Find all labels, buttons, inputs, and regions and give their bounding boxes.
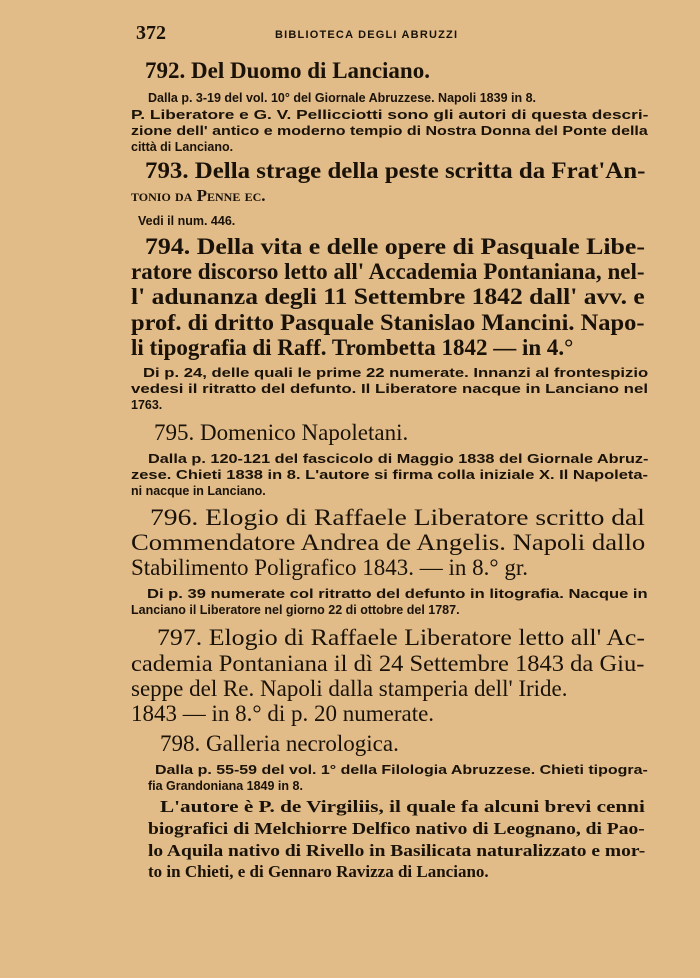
- entry-793-title-line: tonio da Penne ec.: [131, 186, 266, 205]
- entry-794-title-line: 794. Della vita e delle opere di Pasquale Libe-: [145, 234, 646, 259]
- running-title: BIBLIOTECA DEGLI ABRUZZI: [275, 29, 459, 41]
- entry-794-title-line: prof. di dritto Pasquale Stanislao Mancini. Napo-: [131, 310, 645, 335]
- entry-798-title-line: 798. Galleria necrologica.: [160, 731, 399, 756]
- entry-795-note-line: Dalla p. 120-121 del fascicolo di Maggio 1838 del Giornale Abruz-: [148, 452, 649, 466]
- entry-792-title-line: 792. Del Duomo di Lanciano.: [145, 58, 430, 83]
- entry-796-title-line: 796. Elogio di Raffaele Liberatore scritto dal: [150, 505, 645, 530]
- entry-796-title-line: Stabilimento Poligrafico 1843. — in 8.° gr.: [131, 555, 528, 580]
- entry-798-body-line: L'autore è P. de Virgiliis, il quale fa alcuni brevi cenni: [160, 797, 645, 816]
- entry-794-note-line: vedesi il ritratto del defunto. Il Liberatore nacque in Lanciano nel: [131, 382, 649, 396]
- entry-793-note-line: Vedi il num. 446.: [138, 214, 236, 228]
- entry-796-title-line: Commendatore Andrea de Angelis. Napoli dallo: [131, 530, 646, 555]
- entry-795-note-line: zese. Chieti 1838 in 8. L'autore si firma colla iniziale X. Il Napoleta-: [131, 468, 649, 482]
- entry-798-body-line: biografici di Melchiorre Delfico nativo di Leognano, di Pao-: [148, 819, 645, 838]
- entry-795-note-line: ni nacque in Lanciano.: [131, 484, 266, 498]
- entry-798-body-line: lo Aquila nativo di Rivello in Basilicata naturalizzato e mor-: [148, 841, 646, 860]
- entry-792-note-line: zione dell' antico e moderno tempio di Nostra Donna del Ponte della: [131, 124, 648, 138]
- entry-792-note-line: città di Lanciano.: [131, 140, 234, 154]
- entry-797-title-line: seppe del Re. Napoli dalla stamperia dell' Iride.: [131, 676, 568, 701]
- entry-798-body-line: to in Chieti, e di Gennaro Ravizza di Lanciano.: [148, 862, 489, 881]
- entry-794-title-line: li tipografia di Raff. Trombetta 1842 — in 4.°: [131, 335, 574, 360]
- entry-796-note-line: Lanciano il Liberatore nel giorno 22 di ottobre del 1787.: [131, 603, 460, 617]
- entry-794-title-line: l' adunanza degli 11 Settembre 1842 dall' avv. e: [131, 284, 645, 309]
- entry-794-title-line: ratore discorso letto all' Accademia Pontaniana, nel-: [131, 259, 645, 284]
- entry-797-title-line: 797. Elogio di Raffaele Liberatore letto all' Ac-: [157, 625, 646, 650]
- entry-793-title-line: 793. Della strage della peste scritta da Frat'An-: [145, 158, 646, 183]
- entry-794-note-line: 1763.: [131, 398, 163, 412]
- entry-796-note-line: Di p. 39 numerate col ritratto del defunto in litografia. Nacque in: [147, 587, 648, 601]
- entry-792-note-line: Dalla p. 3-19 del vol. 10° del Giornale Abruzzese. Napoli 1839 in 8.: [148, 91, 537, 105]
- entry-792-note-line: P. Liberatore e G. V. Pellicciotti sono gli autori di questa descri-: [131, 108, 649, 122]
- entry-794-note-line: Di p. 24, delle quali le prime 22 numerate. Innanzi al frontespizio: [143, 366, 649, 380]
- entry-795-title-line: 795. Domenico Napoletani.: [154, 420, 409, 445]
- entry-797-title-line: cademia Pontaniana il dì 24 Settembre 1843 da Giu-: [131, 651, 645, 676]
- page-number: 372: [136, 22, 166, 44]
- entry-798-note-line: Dalla p. 55-59 del vol. 1° della Filologia Abruzzese. Chieti tipogra-: [155, 763, 648, 777]
- entry-798-note-line: fia Grandoniana 1849 in 8.: [148, 779, 303, 793]
- entry-797-title-line: 1843 — in 8.° di p. 20 numerate.: [131, 701, 435, 726]
